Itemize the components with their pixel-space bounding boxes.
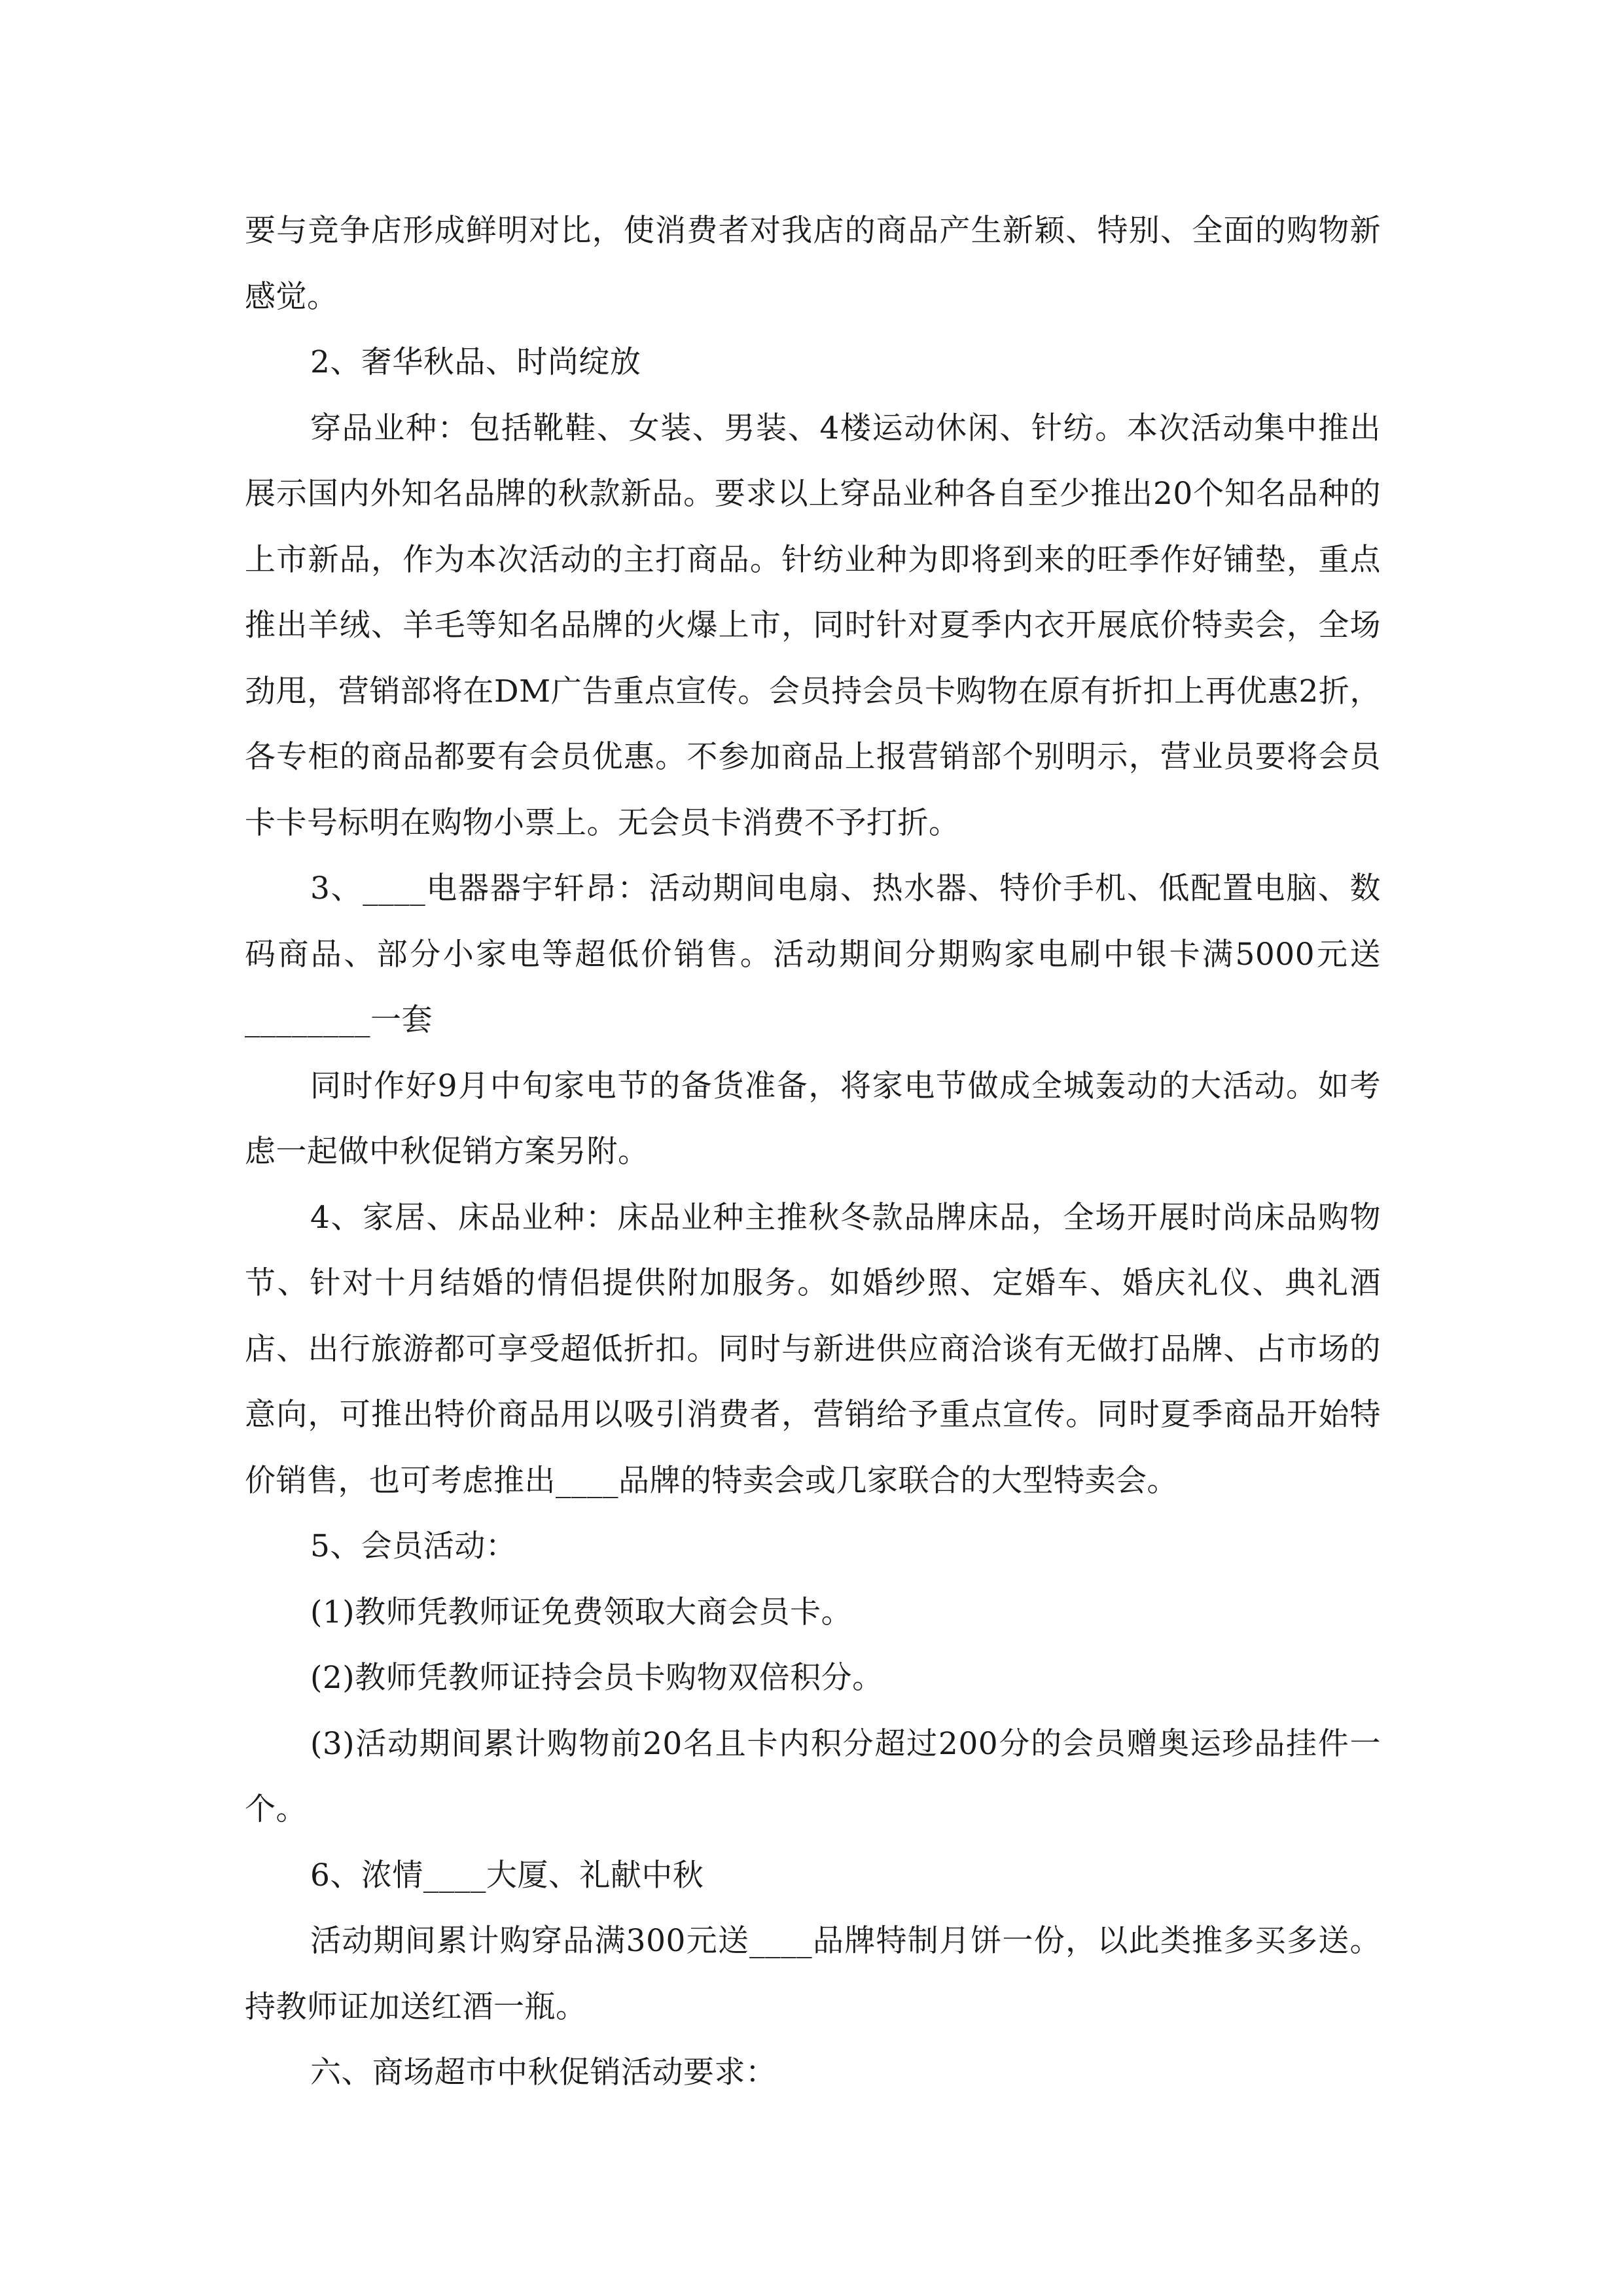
list-item: (2)教师凭教师证持会员卡购物双倍积分。 (310, 1660, 883, 1696)
paragraph: 活动期间累计购穿品满300元送____品牌特制月饼一份，以此类推多买多送。持教师证加送红酒一瓶。 (245, 1923, 1381, 2025)
paragraph: 要与竞争店形成鲜明对比，使消费者对我店的商品产生新颖、特别、全面的购物新感觉。 (245, 213, 1381, 315)
paragraph: 3、____电器器宇轩昂：活动期间电扇、热水器、特价手机、低配置电脑、数码商品、部分小家电等超低价销售。活动期间分期购家电刷中银卡满5000元送________一套 (245, 870, 1381, 1038)
section-heading: 6、浓情____大厦、礼献中秋 (310, 1857, 704, 1893)
list-item: (3)活动期间累计购物前20名且卡内积分超过200分的会员赠奥运珍品挂件一个。 (245, 1725, 1381, 1827)
section-heading: 六、商场超市中秋促销活动要求： (310, 2054, 777, 2090)
paragraph: 同时作好9月中旬家电节的备货准备，将家电节做成全城轰动的大活动。如考虑一起做中秋促销方案另附。 (245, 1067, 1381, 1170)
paragraph: 4、家居、床品业种：床品业种主推秋冬款品牌床品，全场开展时尚床品购物节、针对十月结婚的情侣提供附加服务。如婚纱照、定婚车、婚庆礼仪、典礼酒店、出行旅游都可享受超低折扣。同时与新进供应商洽谈有无做打品牌、占市场的意向，可推出特价商品用以吸引消费者，营销给予重点宣传。同时夏季商品开始特价销售，也可考虑推出____品牌的特卖会或几家联合的大型特卖会。 (245, 1199, 1381, 1499)
document-body (245, 198, 1381, 2106)
section-heading: 5、会员活动： (310, 1528, 517, 1564)
list-item: (1)教师凭教师证免费领取大商会员卡。 (310, 1594, 853, 1630)
section-heading: 2、奢华秋品、时尚绽放 (310, 344, 641, 380)
paragraph: 穿品业种：包括靴鞋、女装、男装、4楼运动休闲、针纺。本次活动集中推出展示国内外知名品牌的秋款新品。要求以上穿品业种各自至少推出20个知名品种的上市新品，作为本次活动的主打商品。针纺业种为即将到来的旺季作好铺垫，重点推出羊绒、羊毛等知名品牌的火爆上市，同时针对夏季内衣开展底价特卖会，全场劲甩，营销部将在DM广告重点宣传。会员持会员卡购物在原有折扣上再优惠2折，各专柜的商品都要有会员优惠。不参加商品上报营销部个别明示，营业员要将会员卡卡号标明在购物小票上。无会员卡消费不予打折。 (245, 410, 1381, 841)
